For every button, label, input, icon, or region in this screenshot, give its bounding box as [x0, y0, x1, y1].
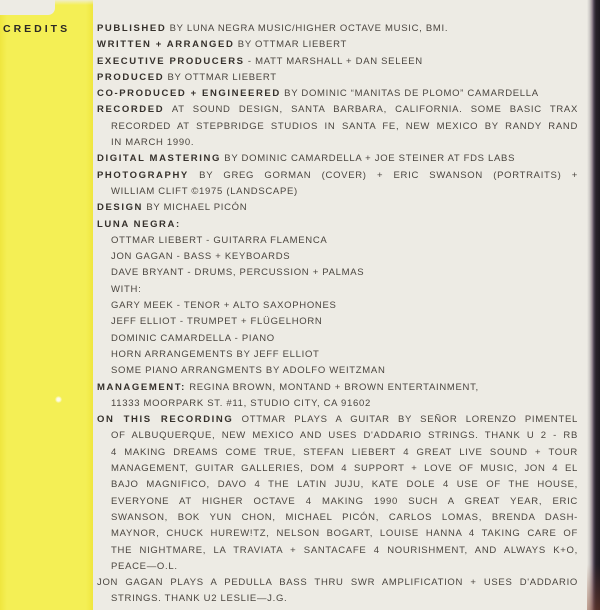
credits-line-text: PEACE—O.L. — [111, 560, 178, 572]
credits-line — [97, 543, 578, 559]
credits-line-text: JON GAGAN PLAYS A PEDULLA BASS THRU SWR AMPLIFICATION + USES D'ADDARIO — [97, 577, 578, 589]
credits-line-lead: DIGITAL MASTERING — [97, 153, 221, 165]
credits-line-text: BY MICHAEL PICÓN — [143, 202, 248, 214]
credits-line-text: BY DOMINIC “MANITAS DE PLOMO” CAMARDELLA — [280, 88, 539, 100]
credits-line-lead: LUNA NEGRA: — [97, 218, 181, 230]
credits-line-text: THE NIGHTMARE, LA TRAVIATA + SANTACAFE 4 NOURISHMENT, AND ALWAYS K+O, — [111, 544, 578, 556]
credits-line — [97, 70, 578, 86]
credits-line — [97, 461, 578, 477]
credits-line — [97, 526, 578, 542]
credits-line — [97, 168, 578, 184]
credits-line — [97, 184, 578, 200]
credits-line-text: GARY MEEK - TENOR + ALTO SAXOPHONES — [111, 300, 337, 312]
credits-line-lead: CO-PRODUCED + ENGINEERED — [97, 88, 281, 100]
credits-line — [97, 21, 578, 37]
credits-line-text: WILLIAM CLIFT ©1975 (LANDSCAPE) — [111, 185, 298, 197]
credits-line — [97, 396, 578, 412]
credits-line-text: AT SOUND DESIGN, SANTA BARBARA, CALIFORNIA. SOME BASIC TRAX — [164, 104, 578, 116]
credits-line-text: RECORDED AT STEPBRIDGE STUDIOS IN SANTA FE, NEW MEXICO BY RANDY RAND — [111, 120, 578, 132]
credits-line — [97, 135, 578, 151]
credits-line — [97, 314, 578, 330]
scan-speck — [55, 396, 62, 403]
page-edge-shadow — [587, 0, 600, 610]
credits-line — [97, 86, 578, 102]
credits-line-text: HORN ARRANGEMENTS BY JEFF ELLIOT — [111, 348, 320, 360]
credits-line — [97, 363, 578, 379]
credits-line-text: 11333 MOORPARK ST. #11, STUDIO CITY, CA 91602 — [111, 397, 371, 409]
credits-line-text: DAVE BRYANT - DRUMS, PERCUSSION + PALMAS — [111, 267, 365, 279]
credits-line — [97, 428, 578, 444]
credits-line-text: MAYNOR, CHUCK HUREW!TZ, NELSON BOGART, LOUISE HANNA 4 TAKING CARE OF — [111, 528, 578, 540]
credits-line-lead: MANAGEMENT: — [97, 381, 186, 393]
credits-line — [97, 575, 578, 591]
credits-line — [97, 331, 578, 347]
credits-line — [97, 591, 578, 607]
credits-line-lead: PHOTOGRAPHY — [97, 169, 189, 181]
credits-line — [97, 559, 578, 575]
credits-line-lead: DESIGN — [97, 202, 144, 214]
yellow-sidebar — [0, 0, 93, 610]
credits-line-text: STRINGS. THANK U2 LESLIE—J.G. — [111, 593, 288, 605]
credits-line — [97, 347, 578, 363]
credits-line-lead: EXECUTIVE PRODUCERS — [97, 55, 245, 67]
credits-line-lead: RECORDED — [97, 104, 165, 116]
credits-line-text: BAJO MAGNIFICO, DAVO 4 THE LATIN JUJU, KATE DOLE 4 USE OF THE HOUSE, — [111, 479, 578, 491]
credits-line — [97, 217, 578, 233]
credits-line — [97, 298, 578, 314]
credits-line-text: EVERYONE AT HIGHER OCTAVE 4 MAKING 1990 SUCH A GREAT YEAR, ERIC — [111, 495, 578, 507]
credits-line-text: 4 MAKING DREAMS COME TRUE, STEFAN LIEBERT 4 GREAT LIVE SOUND + TOUR — [111, 446, 578, 458]
credits-line — [97, 412, 578, 428]
credits-line-text: MANAGEMENT, GUITAR GALLERIES, DOM 4 SUPPORT + LOVE OF MUSIC, JON 4 EL — [111, 463, 578, 475]
credits-line — [97, 102, 578, 118]
credits-line-text: - MATT MARSHALL + DAN SELEEN — [244, 55, 423, 67]
credits-line-text: SWANSON, BOK YUN CHON, MICHAEL PICÓN, CARLOS LOMAS, BRENDA DASH- — [111, 511, 578, 523]
credits-line-text: OTTMAR PLAYS A GUITAR BY SEÑOR LORENZO PIMENTEL — [233, 414, 578, 426]
credits-line-text: BY DOMINIC CAMARDELLA + JOE STEINER AT FDS LABS — [220, 153, 516, 165]
credits-line — [97, 510, 578, 526]
credits-line-lead: PUBLISHED — [97, 23, 167, 34]
credits-line-text: BY LUNA NEGRA MUSIC/HIGHER OCTAVE MUSIC, BMI. — [166, 23, 449, 34]
credits-line-text: BY GREG GORMAN (COVER) + ERIC SWANSON (PORTRAITS) + — [188, 169, 578, 181]
credits-line-lead: PRODUCED — [97, 71, 165, 83]
credits-line-text: WITH: — [111, 283, 142, 295]
credits-line — [97, 119, 578, 135]
credits-line-text: OTTMAR LIEBERT - GUITARRA FLAMENCA — [111, 234, 328, 246]
credits-line — [97, 380, 578, 396]
credits-line — [97, 151, 578, 167]
credits-line — [97, 200, 578, 216]
credits-line-text: JEFF ELLIOT - TRUMPET + FLÜGELHORN — [111, 316, 323, 328]
credits-line-text: REGINA BROWN, MONTAND + BROWN ENTERTAINMENT, — [185, 381, 479, 393]
credits-line — [97, 54, 578, 70]
credits-line — [97, 282, 578, 298]
credits-line — [97, 233, 578, 249]
credits-line-text: IN MARCH 1990. — [111, 137, 195, 149]
credits-line-lead: ON THIS RECORDING — [97, 414, 234, 426]
credits-line — [97, 265, 578, 281]
credits-line-text: DOMINIC CAMARDELLA - PIANO — [111, 332, 275, 344]
credits-line-text: JON GAGAN - BASS + KEYBOARDS — [111, 251, 291, 263]
credits-line — [97, 477, 578, 493]
page-edge-warm-tint — [587, 564, 600, 610]
credits-line — [97, 37, 578, 53]
credits-line — [97, 494, 578, 510]
credits-line — [97, 445, 578, 461]
credits-line-text: OF ALBUQUERQUE, NEW MEXICO AND USES D'ADDARIO STRINGS. THANK U 2 - RB — [111, 430, 578, 442]
credits-line-lead: WRITTEN + ARRANGED — [97, 39, 235, 51]
page-corner — [0, 0, 55, 15]
credits-text-block — [97, 21, 578, 608]
credits-line-text: BY OTTMAR LIEBERT — [234, 39, 347, 51]
credits-line-text: SOME PIANO ARRANGMENTS BY ADOLFO WEITZMAN — [111, 365, 386, 377]
credits-heading: CREDITS — [3, 23, 71, 35]
credits-line — [97, 249, 578, 265]
credits-line-text: BY OTTMAR LIEBERT — [164, 71, 277, 83]
